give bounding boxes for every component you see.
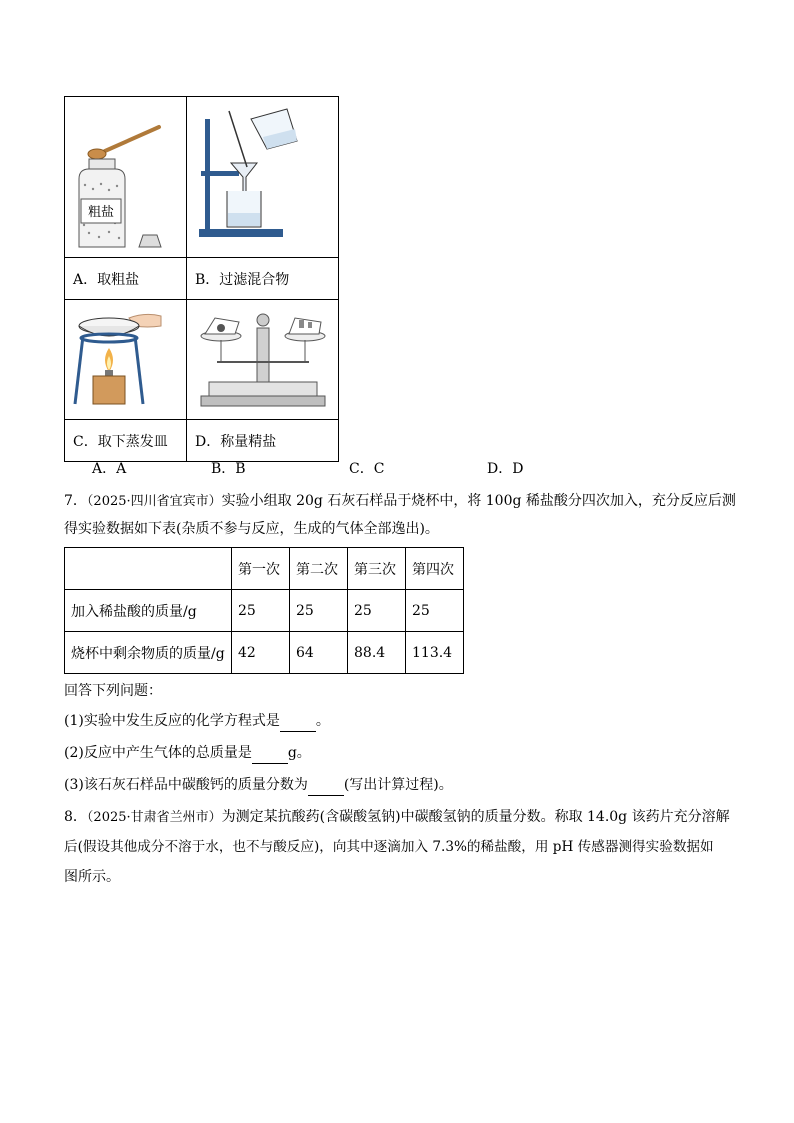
q8-source: （2025·甘肃省兰州市） xyxy=(86,810,222,825)
q7-sub-1-text: (1)实验中发生反应的化学方程式是 xyxy=(64,713,280,729)
cell-evaporating-dish-image xyxy=(65,300,187,420)
filtration-apparatus-icon xyxy=(187,97,338,253)
cell-take-salt-image xyxy=(65,97,187,258)
jar-label: 粗盐 xyxy=(87,205,115,220)
choice-c[interactable]: C．C xyxy=(349,461,385,477)
table-cell: 113.4 xyxy=(406,632,464,674)
evaporating-dish-icon xyxy=(65,300,186,415)
q7-sub-2-text: (2)反应中产生气体的总质量是 xyxy=(64,745,252,761)
answer-blank-2[interactable] xyxy=(252,749,288,764)
choice-d[interactable]: D．D xyxy=(487,461,524,477)
answer-blank-3[interactable] xyxy=(308,781,344,796)
q7-line-2: 得实验数据如下表(杂质不参与反应，生成的气体全部逸出)。 xyxy=(64,521,439,537)
q7-number: 7． xyxy=(64,493,87,509)
table-cell: 88.4 xyxy=(348,632,406,674)
cell-label-b: B．过滤混合物 xyxy=(187,258,339,300)
table-row xyxy=(65,632,464,674)
q7-sub-3 xyxy=(64,774,453,796)
cell-label-c: C．取下蒸发皿 xyxy=(65,420,187,462)
q7-line-1-text: 实验小组取 20g 石灰石样品于烧杯中，将 100g 稀盐酸分四次加入，充分反应后测 xyxy=(221,493,736,509)
balance-scale-icon xyxy=(187,300,338,415)
q8-line-1 xyxy=(64,806,730,829)
q7-line-1 xyxy=(64,490,736,513)
cell-label-a: A．取粗盐 xyxy=(65,258,187,300)
table-cell: 25 xyxy=(290,590,348,632)
q8-line-3: 图所示。 xyxy=(64,869,120,885)
table-cell: 64 xyxy=(290,632,348,674)
table-cell: 烧杯中剩余物质的质量/g xyxy=(65,632,232,674)
answer-blank-1[interactable] xyxy=(280,717,316,732)
q8-line-2: 后(假设其他成分不溶于水，也不与酸反应)，向其中逐滴加入 7.3%的稀盐酸，用 pH 传感器测得实验数据如 xyxy=(64,839,714,855)
table-cell: 42 xyxy=(232,632,290,674)
q7-sub-1 xyxy=(64,710,330,732)
choice-a[interactable]: A．A xyxy=(92,461,127,477)
cell-label-d: D．称量精盐 xyxy=(187,420,339,462)
q8-line-1-text: 为测定某抗酸药(含碳酸氢钠)中碳酸氢钠的质量分数。称取 14.0g 该药片充分溶解 xyxy=(221,809,730,825)
table-cell: 加入稀盐酸的质量/g xyxy=(65,590,232,632)
q7-prompt: 回答下列问题： xyxy=(64,683,162,699)
table-header-row xyxy=(65,548,464,590)
q7-sub-3-end: (写出计算过程)。 xyxy=(343,777,453,793)
table-header-cell: 第一次 xyxy=(232,548,290,590)
table-row xyxy=(65,590,464,632)
q7-data-table xyxy=(64,547,464,674)
q7-sub-2-end: g。 xyxy=(287,745,311,761)
q7-sub-1-end: 。 xyxy=(315,713,330,729)
table-cell: 25 xyxy=(348,590,406,632)
table-header-cell: 第四次 xyxy=(406,548,464,590)
cell-filtration-image xyxy=(187,97,339,258)
cell-balance-image xyxy=(187,300,339,420)
table-header-cell: 第三次 xyxy=(348,548,406,590)
table-cell: 25 xyxy=(406,590,464,632)
table-header-cell xyxy=(65,548,232,590)
q7-sub-3-text: (3)该石灰石样品中碳酸钙的质量分数为 xyxy=(64,777,308,793)
apparatus-table xyxy=(64,96,339,462)
q8-number: 8． xyxy=(64,809,87,825)
choice-b[interactable]: B．B xyxy=(211,461,246,477)
q7-sub-2 xyxy=(64,742,311,764)
q7-source: （2025·四川省宜宾市） xyxy=(86,494,222,509)
table-cell: 25 xyxy=(232,590,290,632)
table-header-cell: 第二次 xyxy=(290,548,348,590)
salt-jar-spoon-icon xyxy=(65,97,186,253)
